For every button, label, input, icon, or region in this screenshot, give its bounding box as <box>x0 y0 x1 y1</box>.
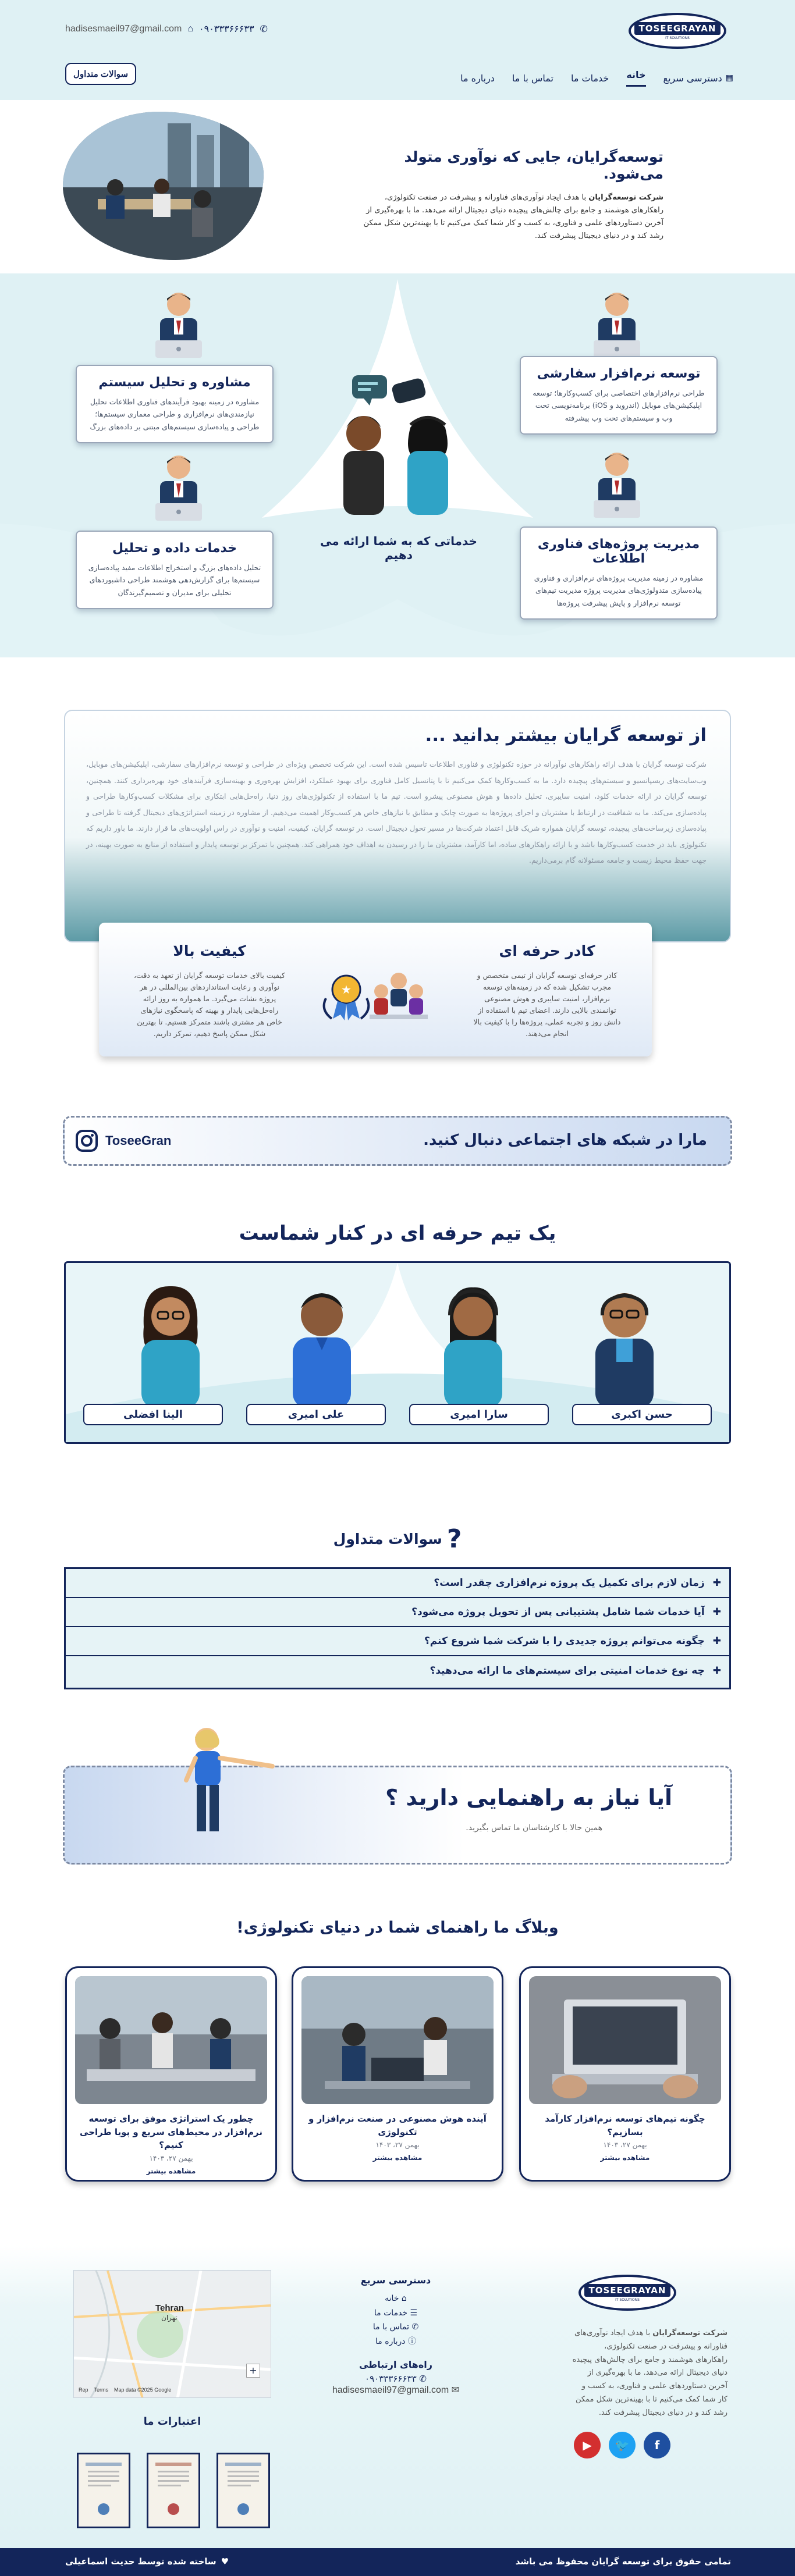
feature-professional-staff: کادر حرفه ای کادر حرفه‌ای توسعه گرایان از تیمی متخصص و مجرب تشکیل شده که در زمینه‌های توسعه نرم‌افزار، امنیت سایبری و هوش مصنوعی توانمندی بالایی دارند. اعضای تیم با استفاده از دانش روز و تجربه عملی، پروژه‌ها را با کیفیت بالا انجام می‌دهند. <box>473 942 621 1038</box>
blog-card[interactable]: چگونه تیم‌های توسعه نرم‌افزار کارآمد بسازیم؟ بهمن ۲۷، ۱۴۰۳ مشاهده بیشتر <box>519 1966 731 2182</box>
team-member-avatar-4 <box>118 1275 223 1408</box>
man-glasses-avatar <box>572 1275 677 1408</box>
phone-icon: ✆ <box>409 2322 419 2332</box>
footer-social-links <box>574 2432 670 2458</box>
support-team-illustration <box>311 369 486 524</box>
services-icon: ☰ <box>407 2308 418 2318</box>
heart-icon: ♥ <box>221 2556 229 2567</box>
guide-title: آیا نیاز به راهنمایی دارید ؟ <box>385 1785 672 1810</box>
svg-text:★: ★ <box>341 983 352 997</box>
nav-quick-access[interactable]: ▦ دسترسی سریع <box>663 72 733 84</box>
faq-item[interactable]: ✚ چه نوع خدمات امنیتی برای سیستم‌های ما ارائه می‌دهید؟ <box>430 1665 721 1677</box>
footer-about-text: شرکت توسعه‌گرایان با هدف ایجاد نوآوری‌های فناورانه و پیشرفت در صنعت تکنولوژی، راهکارهای هوشمند و جامع برای چالش‌های پیچیده دنیای دیجیتال ارائه می‌دهد. ما با بهره‌گیری از آخرین دستاوردهای علمی و فناوری، به کسب و کار شما کمک می‌کنیم تا با بهینه‌ترین شکل ممکن رشد کند و در دنیای دیجیتال پیشرفت کند. <box>572 2329 727 2417</box>
guide-subtitle: همین حالا با کارشناسان ما تماس بگیرید. <box>466 1823 602 1833</box>
team-member-name-1: حسن اکبری <box>572 1404 712 1425</box>
service-card-it-project-management[interactable]: مدیریت پروژه‌های فناوری اطلاعات مشاوره در زمینه مدیریت پروژه‌های نرم‌افزاری و فناوری پیاده‌سازی متدولوژی‌های مدیریت پروژه مدیریت تیم‌های توسعه نرم‌افزار و پایش پیشرفت پروژه‌ها <box>520 526 718 620</box>
team-member-avatar-2 <box>421 1275 526 1408</box>
support-agents-icon <box>311 369 486 524</box>
twitter-icon[interactable]: 🐦 <box>609 2432 636 2458</box>
service-icon-consultant-2 <box>144 288 214 364</box>
feature-high-quality: کیفیت بالا کیفیت بالای خدمات توسعه گرایان از تعهد به دقت، نوآوری و رعایت استانداردهای بین‌المللی در هر پروژه نشات می‌گیرد. ما همواره به روز ارائه راه‌حل‌هایی پایدار و بهینه که پاسخگوی نیازهای خاص هر مشتری باشند متمرکز هستیم. تا بهترین شکل ممکن پاسخ دهیم، تمرکز داریم. <box>134 942 285 1038</box>
certificate-image[interactable] <box>77 2453 130 2528</box>
blog-card[interactable]: آینده هوش مصنوعی در صنعت نرم‌افزار و تکنولوژی بهمن ۲۷، ۱۴۰۳ مشاهده بیشتر <box>292 1966 503 2182</box>
guide-section <box>63 1766 732 1865</box>
main-nav <box>442 66 733 90</box>
plus-icon: ✚ <box>712 1665 721 1677</box>
footer-email[interactable]: hadisesmaeil97@gmail.com ✉ <box>332 2385 460 2395</box>
nav-home[interactable]: خانه <box>626 69 645 87</box>
team-member-name-2: سارا امیری <box>409 1404 549 1425</box>
blog-image <box>301 1976 494 2104</box>
laptop-photo-illustration <box>529 1976 721 2104</box>
header-email[interactable]: hadisesmaeil97@gmail.com <box>65 24 182 34</box>
hero-text-block <box>361 148 663 243</box>
team-member-name-3: علی امیری <box>246 1404 386 1425</box>
guide-person-illustration <box>175 1722 279 1838</box>
medal-icon <box>314 963 378 1027</box>
social-follow-text: مارا در شبکه های اجتماعی دنبال کنید. <box>423 1132 707 1149</box>
faq-heading <box>0 1524 795 1554</box>
question-mark-icon: ? <box>446 1524 462 1554</box>
footer-link-services[interactable]: ☰ خدمات ما <box>374 2308 418 2318</box>
footer-link-contact[interactable]: ✆ تماس با ما <box>372 2322 419 2332</box>
hero-title: توسعه‌گرایان، جایی که نوآوری متولد می‌شود. <box>404 148 663 182</box>
instagram-link[interactable]: ToseeGran <box>75 1129 171 1152</box>
team-section <box>64 1261 731 1444</box>
team-member-avatar-1 <box>572 1275 677 1408</box>
site-header <box>0 0 795 100</box>
map-zoom-in[interactable]: + <box>246 2364 260 2378</box>
facebook-icon[interactable]: f <box>644 2432 670 2458</box>
map-city-label-fa: تهران <box>161 2314 178 2322</box>
instagram-icon <box>75 1129 98 1152</box>
email-icon: ✉ <box>449 2385 460 2395</box>
map-terms-link[interactable]: Terms <box>94 2387 109 2393</box>
faq-button[interactable]: سوالات متداول <box>65 63 136 85</box>
grid-icon: ▦ <box>725 73 733 83</box>
about-title: از توسعه گرایان بیشتر بدانید ... <box>425 725 707 746</box>
home-icon: ⌂ <box>187 24 193 34</box>
service-icon-consultant-1 <box>582 288 652 364</box>
site-footer <box>0 2246 795 2548</box>
team-title: یک تیم حرفه ای در کنار شماست <box>239 1222 556 1245</box>
service-card-data-analytics[interactable]: خدمات داده و تحلیل تحلیل داده‌های بزرگ و استخراج اطلاعات مفید پیاده‌سازی سیستم‌ها برای گزارش‌دهی هوشمند طراحی داشبوردهای تحلیلی برای مدیران و تصمیم‌گیرندگان <box>76 531 274 609</box>
person-laptop-icon <box>144 451 214 526</box>
footer-link-about[interactable]: ⓘ درباره ما <box>375 2336 416 2346</box>
read-more-link[interactable]: مشاهده بیشتر <box>146 2166 196 2175</box>
service-card-system-consulting[interactable]: مشاوره و تحلیل سیستم مشاوره در زمینه بهبود فرآیندهای فناوری اطلاعات تحلیل نیازمندی‌های نرم‌افزاری و طراحی معماری سیستم‌ها؛ طراحی و پیاده‌سازی سیستم‌های مبتنی بر داده‌های بزرگ <box>76 365 274 443</box>
plus-icon: ✚ <box>712 1635 721 1647</box>
plus-icon: ✚ <box>712 1606 721 1618</box>
copyright-text: تمامی حقوق برای توسعه گرایان محفوظ می باشد <box>515 2556 731 2567</box>
team-member-avatar-3 <box>269 1275 374 1408</box>
phone-icon: ✆ <box>416 2374 427 2384</box>
phone-icon: ✆ <box>260 24 268 34</box>
footer-map[interactable] <box>73 2270 271 2398</box>
faq-item[interactable]: ✚ چگونه می‌توانم پروژه جدیدی را با شرکت شما شروع کنم؟ <box>66 1627 729 1656</box>
footer-certs-title: اعتبارات ما <box>143 2415 201 2428</box>
nav-contact[interactable]: تماس با ما <box>512 72 553 84</box>
info-icon: ⓘ <box>405 2336 416 2346</box>
made-by: ♥ ساخته شده توسط حدیث اسماعیلی <box>65 2556 229 2567</box>
team-member-name-4: الینا افضلی <box>83 1404 223 1425</box>
faq-title: سوالات متداول <box>333 1531 442 1547</box>
pointing-person-icon <box>175 1722 279 1838</box>
blog-title: وبلاگ ما راهنمای شما در دنیای تکنولوژی! <box>236 1919 559 1937</box>
services-center-label: خدماتی که به شما ارائه می دهیم <box>320 534 477 562</box>
footer-contact-title: راه‌های ارتباطی <box>359 2359 432 2370</box>
nav-services[interactable]: خدمات ما <box>570 72 609 84</box>
office-meeting-illustration <box>301 1976 494 2104</box>
home-icon: ⌂ <box>399 2294 407 2303</box>
woman-avatar <box>421 1275 526 1408</box>
footer-logo[interactable]: TOSEEGRAYAN IT SOLUTIONS <box>578 2275 676 2311</box>
map-report-link[interactable]: Rep <box>79 2387 88 2393</box>
certificate-image[interactable] <box>147 2453 200 2528</box>
social-follow-bar <box>63 1116 732 1166</box>
footer-bottom-bar <box>0 2548 795 2576</box>
map-attribution: Map data ©2025 Google Terms Rep <box>79 2387 172 2393</box>
blog-image <box>75 1976 267 2104</box>
read-more-link[interactable]: مشاهده بیشتر <box>600 2154 650 2162</box>
map-illustration <box>73 2271 271 2398</box>
footer-link-home[interactable]: ⌂ خانه <box>385 2294 407 2303</box>
footer-phone[interactable]: ✆ ۰۹۰۳۳۳۶۶۶۳۳ <box>365 2374 427 2384</box>
nav-about[interactable]: درباره ما <box>460 72 495 84</box>
person-laptop-icon <box>582 448 652 524</box>
footer-quick-title: دسترسی سریع <box>360 2275 431 2286</box>
site-logo[interactable]: TOSEEGRAYAN IT SOLUTIONS <box>629 13 726 49</box>
footer-quick-links <box>326 2275 466 2396</box>
faq-item[interactable]: ✚ زمان لازم برای تکمیل یک پروژه نرم‌افزاری چقدر است؟ <box>66 1569 729 1598</box>
team-collaboration-illustration <box>75 1976 267 2104</box>
service-card-custom-software[interactable]: توسعه نرم‌افزار سفارشی طراحی نرم‌افزارهای اختصاصی برای کسب‌وکارها؛ توسعه اپلیکیشن‌های موبایل (اندروید و iOS) برنامه‌نویسی تحت وب و سیستم‌های تحت وب پیشرفته <box>520 356 718 435</box>
footer-certificates <box>77 2453 270 2528</box>
quality-medal-icon <box>314 963 378 1027</box>
service-icon-consultant-3 <box>582 448 652 524</box>
faq-list <box>64 1567 731 1689</box>
person-laptop-icon <box>144 288 214 364</box>
hero-description: شرکت توسعه‌گرایان با هدف ایجاد نوآوری‌های فناورانه و پیشرفت در صنعت تکنولوژی، راهکارهای هوشمند و جامع برای چالش‌های پیچیده دنیای دیجیتال ارائه می‌دهد. ما با بهره‌گیری از آخرین دستاوردهای علمی و فناوری، به کسب و کار شما کمک می‌کنیم تا با بهینه‌ترین شکل ممکن رشد کند و در دنیای دیجیتال پیشرفت کند. <box>363 193 663 241</box>
service-icon-consultant-4 <box>144 451 214 526</box>
certificate-image[interactable] <box>217 2453 270 2528</box>
blog-card[interactable]: چطور یک استراتژی موفق برای توسعه نرم‌افزار در محیط‌های سریع و پویا طراحی کنیم؟ بهمن ۲۷، ۱۴۰۳ مشاهده بیشتر <box>65 1966 277 2182</box>
about-text: شرکت توسعه گرایان با هدف ارائه راهکارهای نوآورانه در حوزه تکنولوژی و فناوری اطلاعات تاسیس شده است. این شرکت تخصص ویژه‌ای در طراحی و توسعه نرم‌افزارهای سفارشی، اپلیکیشن‌های موبایل، وب‌سایت‌های ریسپانسیو و سیستم‌های پیچیده دارد. ما به کسب‌وکارها کمک می‌کنیم تا با پتانسیل کامل فناوری برای بهبود عملکرد، افزایش بهره‌وری و بهینه‌سازی فرآیندهای خود بهره‌برداری کنند. همچنین، توسعه گرایان در ارائه خدمات کلود، امنیت سایبری، تحلیل داده‌ها و هوش مصنوعی پیشرو است. تیم ما با استفاده از تکنولوژی‌های روز دنیا، راه‌حل‌هایی ابتکاری برای مشکلات کسب‌وکارها طراحی و پیاده‌سازی می‌کند. ما به شفافیت در ارتباط با مشتریان و اجرای پروژه‌ها به صورت چابک و مطابق با نیازهای خاص هر کسب‌وکار اهمیت می‌دهیم. از مشاوره در زمینه استراتژی‌های دیجیتال گرفته تا طراحی و پیاده‌سازی زیرساخت‌های پیچیده، توسعه گرایان همواره شریک قابل اعتماد شرکت‌ها در مسیر تحول دیجیتال است. در توسعه گرایان، کیفیت، امنیت و نوآوری در راس اولویت‌های ما قرار دارند. ما باور داریم که تکنولوژی باید در خدمت کسب‌وکارها باشد و با ارائه راهکارهای ساده، اما کارآمد، مشتریان ما را در رسیدن به اهداف خود همراهی کند. همچنین با تمرکز بر توسعه پایدار و استفاده از منابع به صورت بهینه، در جهت حفظ محیط زیست و جامعه مسئولانه گام برمی‌داریم. <box>86 760 707 864</box>
read-more-link[interactable]: مشاهده بیشتر <box>372 2154 423 2162</box>
map-city-label: Tehran <box>155 2303 184 2313</box>
plus-icon: ✚ <box>712 1577 721 1589</box>
about-features-box <box>99 923 652 1056</box>
header-phone[interactable]: ۰۹۰۳۳۳۶۶۶۳۳ <box>199 24 254 34</box>
man-avatar <box>269 1275 374 1408</box>
blog-image <box>529 1976 721 2104</box>
header-contact <box>65 23 268 35</box>
woman-glasses-avatar <box>118 1275 223 1408</box>
youtube-icon[interactable]: ▶ <box>574 2432 601 2458</box>
person-laptop-icon <box>582 288 652 364</box>
faq-item[interactable]: ✚ آیا خدمات شما شامل پشتیبانی پس از تحویل پروژه می‌شود؟ <box>66 1598 729 1627</box>
about-section <box>64 710 731 942</box>
